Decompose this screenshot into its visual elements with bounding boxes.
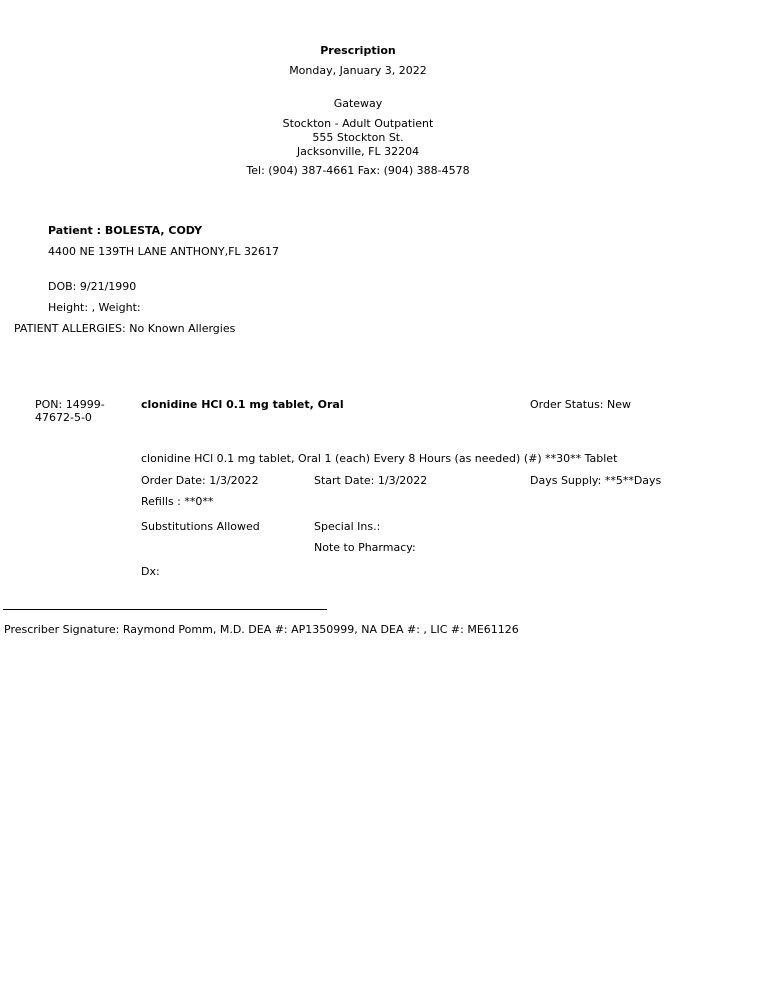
clinic-address-line1: 555 Stockton St. [312, 131, 404, 144]
order-pon: PON: 14999-47672-5-0 [35, 398, 105, 424]
patient-dob: DOB: 9/21/1990 [48, 280, 137, 293]
drug-sig: clonidine HCl 0.1 mg tablet, Oral 1 (each) Every 8 Hours (as needed) (#) **30** Tablet [141, 452, 618, 465]
document-date: Monday, January 3, 2022 [289, 64, 427, 77]
substitutions: Substitutions Allowed [141, 520, 260, 533]
patient-address: 4400 NE 139TH LANE ANTHONY,FL 32617 [48, 245, 280, 258]
note-to-pharmacy: Note to Pharmacy: [314, 541, 416, 554]
clinic-address-line2: Jacksonville, FL 32204 [296, 145, 420, 158]
order-status: Order Status: New [530, 398, 632, 411]
patient-name: Patient : BOLESTA, CODY [48, 224, 203, 237]
patient-allergies: PATIENT ALLERGIES: No Known Allergies [14, 322, 236, 335]
start-date: Start Date: 1/3/2022 [314, 474, 428, 487]
prescriber-signature: Prescriber Signature: Raymond Pomm, M.D. DEA #: AP1350999, NA DEA #: , LIC #: ME61126 [4, 623, 519, 636]
diagnosis: Dx: [141, 565, 160, 578]
patient-height-weight: Height: , Weight: [48, 301, 141, 314]
organization-name: Gateway [333, 97, 383, 110]
order-date: Order Date: 1/3/2022 [141, 474, 259, 487]
clinic-name: Stockton - Adult Outpatient [282, 117, 434, 130]
special-instructions: Special Ins.: [314, 520, 381, 533]
signature-line [3, 609, 327, 610]
days-supply: Days Supply: **5**Days [530, 474, 662, 487]
drug-title: clonidine HCl 0.1 mg tablet, Oral [141, 398, 344, 411]
clinic-contact: Tel: (904) 387-4661 Fax: (904) 388-4578 [246, 164, 470, 177]
refills: Refills : **0** [141, 495, 214, 508]
document-title: Prescription [320, 44, 396, 57]
